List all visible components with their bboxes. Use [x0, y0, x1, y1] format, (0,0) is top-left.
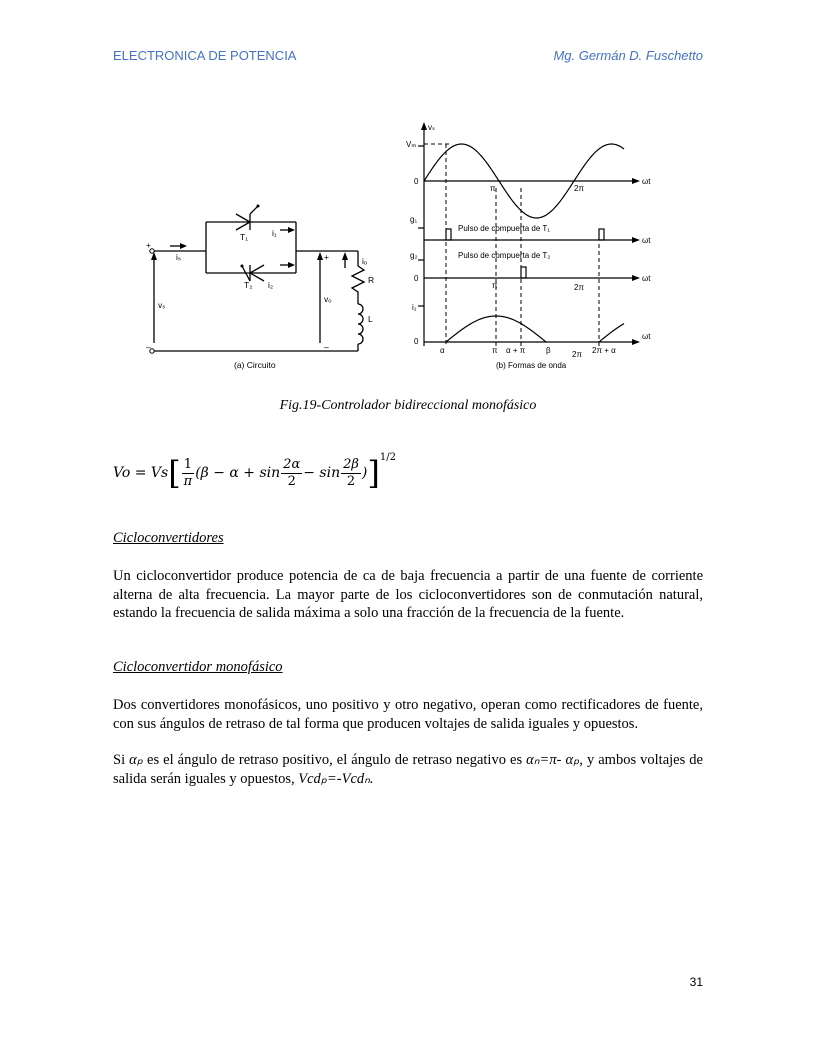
formula-bracket-open: [	[168, 454, 181, 492]
wave-2pi-2: 2π	[574, 283, 584, 292]
page-number: 31	[689, 975, 703, 989]
wave-wt-2: ωt	[642, 236, 651, 245]
label-vs: vₛ	[158, 300, 166, 310]
label-minus-in: –	[146, 342, 151, 352]
formula-fraction-1: $\frac{1}{\pi}$	[183, 456, 193, 489]
wave-wt-3: ωt	[642, 274, 651, 283]
alpha-p: αₚ	[129, 752, 143, 768]
label-plus-out: +	[324, 252, 329, 262]
label-minus-out: –	[324, 342, 329, 352]
label-io: iₒ	[362, 256, 368, 266]
wave-vs-axis: vₛ	[428, 123, 435, 132]
label-i2: i₂	[268, 280, 274, 290]
output-voltage-formula	[113, 448, 396, 498]
wave-zero-1: 0	[414, 177, 419, 186]
wave-2pi-3: 2π	[572, 350, 582, 359]
figure-caption: Fig.19-Controlador bidireccional monofásico	[279, 398, 537, 413]
wave-wt-4: ωt	[642, 332, 651, 341]
section-title-monofasico: Cicloconvertidor monofásico	[113, 659, 283, 675]
wave-g1: g₁	[410, 215, 418, 224]
formula-exponent: 1/2	[379, 451, 396, 463]
wave-zero-2: 0	[414, 274, 419, 283]
header-author: Mg. Germán D. Fuschetto	[553, 48, 703, 63]
label-t1: T₁	[240, 232, 249, 242]
formula-fraction-3: $\frac{2\beta}{2}$	[343, 456, 359, 489]
label-is: iₛ	[176, 252, 182, 262]
section-body-monofasico-2: Si αₚ es el ángulo de retraso positivo, el ángulo de retraso negativo es αₙ=π- αₚ, y ambos voltajes de salida serán iguales y opuestos, Vcdₚ=-Vcdₙ.	[113, 752, 703, 787]
wave-2pi-1: 2π	[574, 184, 584, 193]
label-vo: vₒ	[324, 294, 332, 304]
formula-mid: (β − α + sin	[195, 465, 281, 481]
wave-zero-3: 0	[414, 337, 419, 346]
label-plus-in: +	[146, 240, 151, 250]
section-body-monofasico-1: Dos convertidores monofásicos, uno positivo y otro negativo, operan como rectificadores de fuente, con sus ángulos de retraso de tal forma que producen voltajes de salida iguales y opuestos.	[113, 697, 703, 732]
alpha-n-expression: αₙ=π- αₚ,	[526, 752, 583, 768]
wave-pulse2: Pulso de compuerta de T₂	[458, 251, 551, 260]
section-title-cicloconvertidores: Cicloconvertidores	[113, 530, 224, 546]
wave-alpha: α	[440, 346, 445, 355]
waveforms-caption: (b) Formas de onda	[496, 361, 567, 370]
wave-vm: Vₘ	[406, 140, 417, 149]
formula-fraction-2: $\frac{2\alpha}{2}$	[283, 456, 301, 489]
wave-2pi-alpha: 2π + α	[592, 346, 616, 355]
formula-lhs: Vo = Vs	[113, 465, 169, 481]
formula-bracket-close: ]	[367, 454, 380, 492]
vcd-expression: Vcdₚ=-Vcdₙ.	[298, 770, 374, 787]
wave-g2: g₂	[410, 251, 418, 260]
wave-wt-1: ωt	[642, 177, 651, 186]
figure-controller	[140, 118, 660, 376]
circuit-caption: (a) Circuito	[234, 360, 276, 370]
wave-pi-2: π	[492, 281, 498, 290]
wave-beta: β	[546, 346, 551, 355]
formula-mid2: − sin	[303, 465, 341, 481]
label-l: L	[368, 314, 373, 324]
wave-pi-3: π	[492, 346, 498, 355]
formula-close: )	[361, 465, 368, 481]
header-title: ELECTRONICA DE POTENCIA	[113, 48, 297, 63]
wave-pi-1: π	[490, 184, 496, 193]
label-i1: i₁	[272, 228, 277, 238]
wave-alpha-pi: α + π	[506, 346, 526, 355]
wave-pulse1: Pulso de compuerta de T₁	[458, 224, 550, 233]
wave-i1: i₁	[412, 303, 417, 312]
label-r: R	[368, 275, 375, 285]
label-t2: T₂	[244, 280, 253, 290]
section-body-cicloconvertidores: Un cicloconvertidor produce potencia de ca de baja frecuencia a partir de una fuente de corriente alterna de alta frecuencia. La mayor parte de los cicloconvertidores son de conmutación natural, estando la frecuencia de salida máxima a solo una fracción de la frecuencia de la fuente.	[113, 568, 703, 621]
